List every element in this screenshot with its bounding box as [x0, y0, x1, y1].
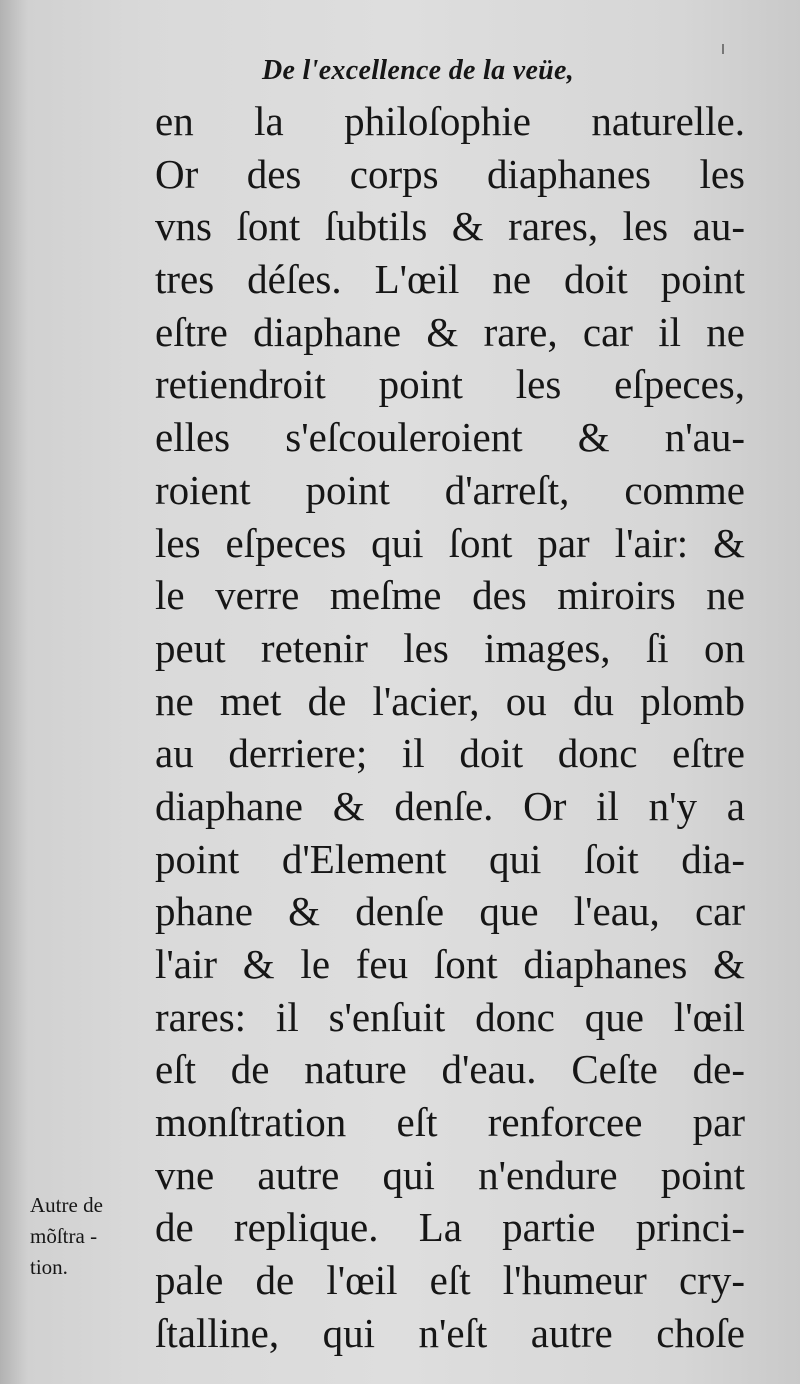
- text-line: monſtration eſt renforcee par: [155, 1099, 745, 1146]
- text-line: point d'Element qui ſoit dia-: [155, 835, 745, 882]
- text-line: peut retenir les images, ſi on: [155, 624, 745, 671]
- text-line: rares: il s'enſuit donc que l'œil: [155, 993, 745, 1040]
- page-speck: [722, 44, 724, 54]
- text-line: de replique. La partie princi-: [155, 1204, 745, 1251]
- text-line: les eſpeces qui ſont par l'air: &: [155, 519, 745, 566]
- margin-note: [30, 1190, 155, 1283]
- running-head: De l'excellence de la veüe,: [262, 55, 575, 86]
- text-line: l'air & le feu ſont diaphanes &: [155, 941, 745, 987]
- text-line: eſtre diaphane & rare, car il ne: [155, 308, 745, 355]
- margin-note-line: mõſtra -: [30, 1224, 98, 1248]
- text-line: pale de l'œil eſt l'humeur cry-: [155, 1257, 745, 1304]
- text-line: eſt de nature d'eau. Ceſte de-: [155, 1046, 745, 1093]
- text-line: diaphane & denſe. Or il n'y a: [155, 782, 745, 829]
- text-line: le verre meſme des miroirs ne: [155, 572, 745, 619]
- margin-note-line: Autre de: [30, 1193, 103, 1217]
- text-line: vns ſont ſubtils & rares, les au-: [155, 203, 745, 250]
- text-line: phane & denſe que l'eau, car: [155, 888, 745, 935]
- text-line: ne met de l'acier, ou du plomb: [155, 677, 745, 724]
- text-line: vne autre qui n'endure point: [155, 1151, 745, 1198]
- text-line: en la philoſophie naturelle.: [155, 98, 745, 144]
- text-line: retiendroit point les eſpeces,: [155, 361, 745, 408]
- margin-note-line: tion.: [30, 1255, 68, 1279]
- text-line: roient point d'arreſt, comme: [155, 466, 745, 513]
- text-line: elles s'eſcouleroient & n'au-: [155, 414, 745, 461]
- text-line: ſtalline, qui n'eſt autre choſe: [155, 1309, 745, 1356]
- text-line: au derriere; il doit donc eſtre: [155, 730, 745, 777]
- body-text: [155, 95, 755, 1360]
- text-line: tres déſes. L'œil ne doit point: [155, 256, 745, 303]
- gutter-shadow: [0, 0, 28, 1384]
- text-line: Or des corps diaphanes les: [155, 150, 745, 197]
